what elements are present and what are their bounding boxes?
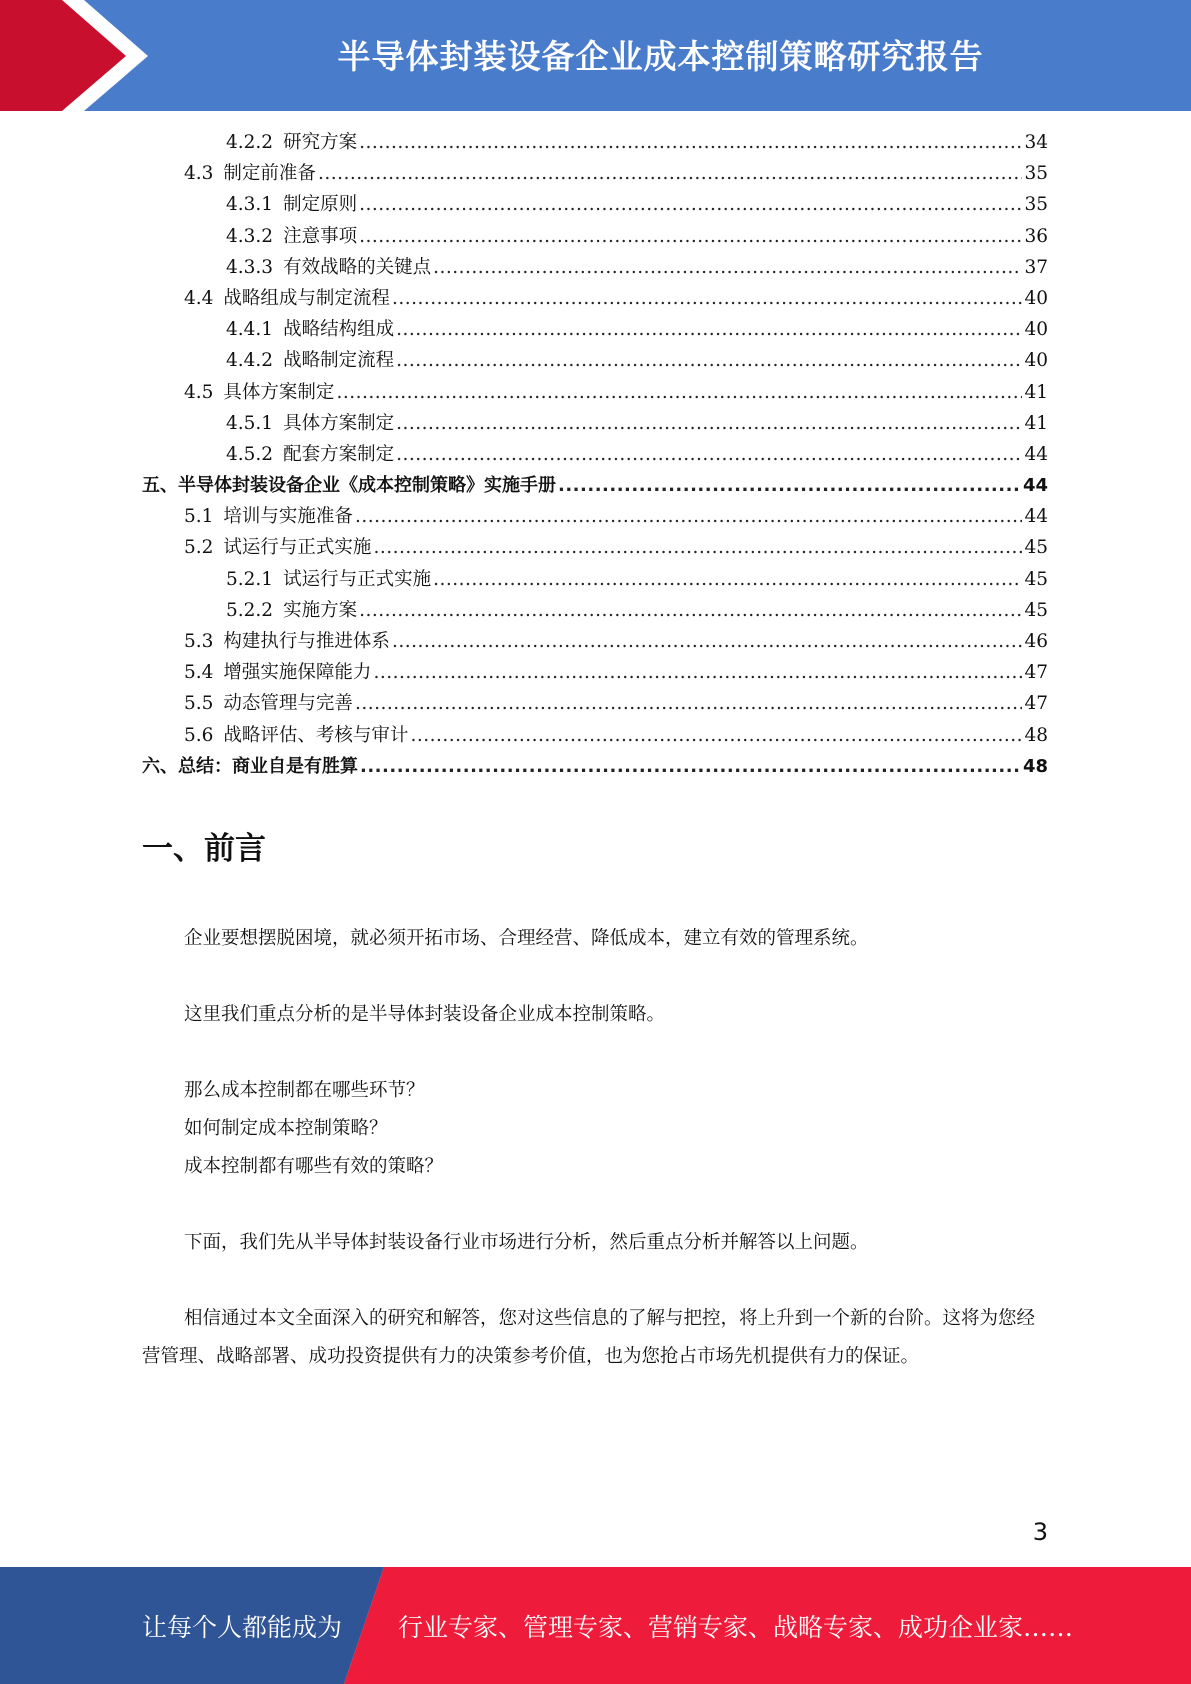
- toc-entry[interactable]: [142, 190, 1048, 221]
- toc-dot-leader: [392, 288, 1023, 309]
- toc-entry[interactable]: [142, 627, 1048, 658]
- toc-entry-number: 5.1: [184, 506, 214, 528]
- toc-entry-page: 41: [1024, 412, 1048, 434]
- toc-entry-page: 40: [1024, 287, 1048, 309]
- toc-entry-page: 35: [1024, 194, 1048, 216]
- toc-entry-page: 36: [1024, 225, 1048, 247]
- toc-entry-number: 5.6: [184, 724, 214, 746]
- toc-entry-number: 4.5: [184, 381, 214, 403]
- toc-entry-number: 4.5.1: [226, 412, 274, 434]
- report-title: 半导体封装设备企业成本控制策略研究报告: [337, 36, 984, 76]
- toc-entry-number: 5.3: [184, 631, 214, 652]
- question-list: [184, 1072, 443, 1186]
- toc-dot-leader: [396, 350, 1022, 371]
- toc-entry[interactable]: [142, 253, 1048, 284]
- toc-entry-number: 5.5: [184, 693, 214, 715]
- page-footer: [0, 1567, 1191, 1684]
- toc-entry-title: 战略制定流程: [283, 350, 395, 372]
- toc-dot-leader: [359, 132, 1022, 153]
- section-heading: 一、前言: [142, 831, 266, 867]
- toc-entry-number: 4.4.1: [226, 319, 274, 341]
- toc-dot-leader: [410, 725, 1022, 746]
- toc-entry[interactable]: [142, 315, 1048, 346]
- toc-dot-leader: [359, 226, 1022, 247]
- toc-entry[interactable]: [142, 752, 1048, 783]
- toc-entry[interactable]: [142, 440, 1048, 471]
- toc-entry-number: 5.2.2: [226, 599, 274, 621]
- toc-entry[interactable]: [142, 222, 1048, 253]
- toc-entry-title: 培训与实施准备: [223, 506, 353, 528]
- toc-dot-leader: [336, 382, 1022, 403]
- toc-entry-page: 44: [1024, 443, 1048, 465]
- toc-entry-number: 4.4.2: [226, 350, 274, 372]
- toc-entry-page: 48: [1024, 724, 1048, 746]
- toc-entry-number: 4.3.2: [226, 225, 274, 247]
- toc-entry-page: 40: [1024, 350, 1048, 372]
- toc-entry[interactable]: [142, 409, 1048, 440]
- toc-entry-number: 4.4: [184, 287, 214, 309]
- toc-entry-page: 34: [1024, 132, 1048, 153]
- toc-entry-page: 41: [1024, 381, 1048, 403]
- toc-entry-page: 45: [1024, 599, 1048, 621]
- toc-entry-number: 4.3.3: [226, 256, 274, 278]
- toc-dot-leader: [373, 662, 1022, 683]
- toc-entry[interactable]: [142, 533, 1048, 564]
- toc-entry[interactable]: [142, 721, 1048, 752]
- toc-entry[interactable]: [142, 596, 1048, 627]
- toc-dot-leader: [396, 413, 1022, 434]
- toc-entry[interactable]: [142, 128, 1048, 159]
- table-of-contents: [142, 128, 1048, 783]
- toc-dot-leader: [373, 537, 1022, 558]
- toc-entry-title: 配套方案制定: [283, 443, 395, 465]
- toc-dot-leader: [359, 600, 1022, 621]
- toc-dot-leader: [355, 506, 1023, 527]
- toc-entry-number: 4.3.1: [226, 194, 274, 216]
- toc-entry-page: 48: [1022, 755, 1048, 777]
- toc-entry-title: 六、总结：商业自是有胜算: [142, 755, 358, 777]
- toc-entry[interactable]: [142, 502, 1048, 533]
- toc-entry-title: 具体方案制定: [223, 381, 335, 403]
- toc-entry-title: 具体方案制定: [283, 412, 395, 434]
- toc-entry-title: 实施方案: [283, 599, 358, 621]
- toc-entry-title: 制定前准备: [223, 163, 316, 185]
- toc-entry-page: 35: [1024, 163, 1048, 185]
- toc-entry[interactable]: [142, 689, 1048, 720]
- toc-entry-title: 战略组成与制定流程: [223, 287, 390, 309]
- toc-entry-title: 动态管理与完善: [223, 693, 353, 715]
- toc-entry-number: 5.2.1: [226, 568, 274, 590]
- toc-entry[interactable]: [142, 565, 1048, 596]
- toc-entry-title: 战略评估、考核与审计: [223, 724, 409, 746]
- question-item: 成本控制都有哪些有效的策略？: [184, 1156, 444, 1177]
- question-item: 那么成本控制都在哪些环节？: [184, 1080, 425, 1101]
- toc-dot-leader: [396, 319, 1022, 340]
- toc-entry-page: 44: [1024, 506, 1048, 528]
- toc-dot-leader: [433, 257, 1022, 278]
- intro-paragraph-3: 下面，我们先从半导体封装设备行业市场进行分析，然后重点分析并解答以上问题。: [184, 1232, 869, 1253]
- toc-entry-title: 试运行与正式实施: [283, 568, 432, 590]
- toc-dot-leader: [360, 756, 1021, 777]
- intro-paragraph-1: 企业要想摆脱困境，就必须开拓市场、合理经营、降低成本，建立有效的管理系统。: [184, 928, 869, 949]
- toc-dot-leader: [318, 163, 1023, 184]
- toc-entry-page: 44: [1022, 475, 1048, 497]
- intro-paragraph-4: 相信通过本文全面深入的研究和解答，您对这些信息的了解与把控，将上升到一个新的台阶。这将为您经营管理、战略部署、成功投资提供有力的决策参考价值，也为您抢占市场先机提供有力的保证。: [142, 1308, 1036, 1367]
- toc-entry-number: 4.3: [184, 163, 214, 185]
- toc-entry-number: 5.4: [184, 662, 214, 684]
- toc-entry-page: 47: [1024, 662, 1048, 684]
- toc-entry-title: 有效战略的关键点: [283, 256, 432, 278]
- toc-entry-title: 注意事项: [283, 225, 358, 247]
- page-number: 3: [1032, 1518, 1048, 1546]
- toc-entry[interactable]: [142, 471, 1048, 502]
- footer-slogan-left: 让每个人都能成为: [142, 1612, 343, 1642]
- toc-entry-page: 46: [1024, 631, 1048, 652]
- toc-dot-leader: [433, 569, 1022, 590]
- intro-paragraph-2: 这里我们重点分析的是半导体封装设备企业成本控制策略。: [184, 1004, 666, 1025]
- toc-entry-page: 45: [1024, 568, 1048, 590]
- footer-slogan-right: 行业专家、管理专家、营销专家、战略专家、成功企业家……: [398, 1612, 1074, 1642]
- toc-entry-title: 增强实施保障能力: [223, 662, 372, 684]
- toc-entry-number: 4.5.2: [226, 443, 274, 465]
- toc-entry-title: 战略结构组成: [283, 319, 395, 341]
- toc-entry-title: 五、半导体封装设备企业《成本控制策略》实施手册: [142, 475, 556, 497]
- page-header: [0, 0, 1191, 111]
- toc-entry[interactable]: [142, 159, 1048, 190]
- toc-entry-title: 试运行与正式实施: [223, 537, 372, 559]
- toc-entry-number: 4.2.2: [226, 132, 274, 153]
- toc-dot-leader: [359, 194, 1022, 215]
- toc-entry-title: 研究方案: [283, 132, 358, 153]
- question-item: 如何制定成本控制策略？: [184, 1118, 388, 1139]
- toc-entry-title: 构建执行与推进体系: [223, 631, 390, 652]
- toc-dot-leader: [396, 444, 1022, 465]
- toc-entry-page: 45: [1024, 537, 1048, 559]
- toc-entry-page: 37: [1024, 256, 1048, 278]
- toc-entry-title: 制定原则: [283, 194, 358, 216]
- toc-dot-leader: [558, 475, 1021, 496]
- toc-entry-page: 40: [1024, 319, 1048, 341]
- toc-entry[interactable]: [142, 284, 1048, 315]
- toc-dot-leader: [355, 693, 1023, 714]
- toc-entry[interactable]: [142, 658, 1048, 689]
- toc-entry[interactable]: [142, 346, 1048, 377]
- toc-entry-page: 47: [1024, 693, 1048, 715]
- toc-dot-leader: [392, 631, 1023, 652]
- toc-entry[interactable]: [142, 378, 1048, 409]
- toc-entry-number: 5.2: [184, 537, 214, 559]
